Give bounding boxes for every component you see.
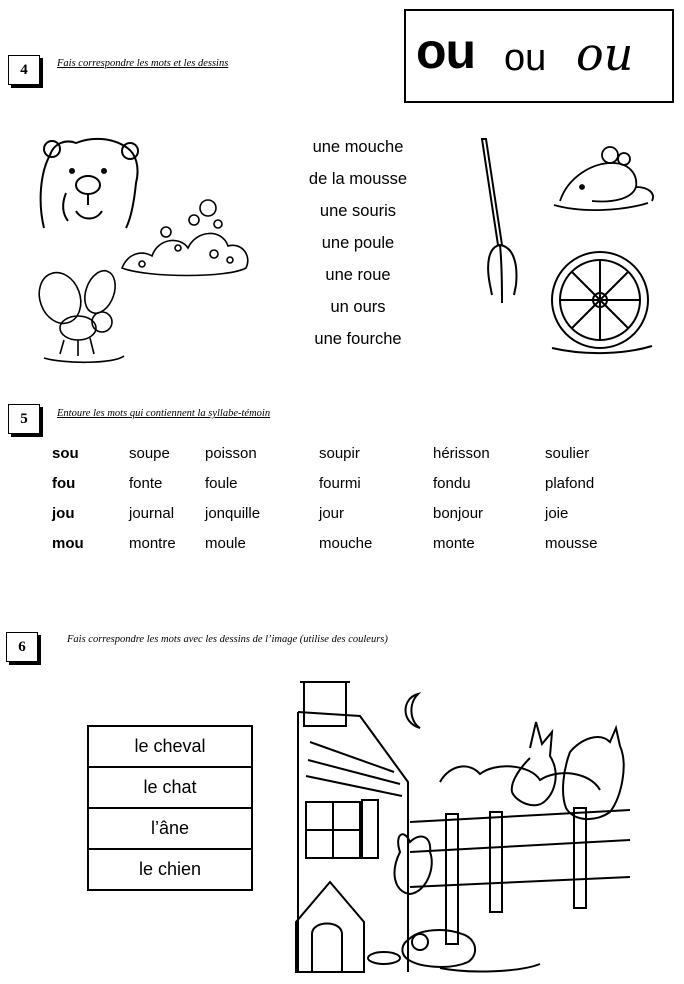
table-row — [52, 438, 598, 468]
animal-word[interactable]: l’âne — [89, 809, 251, 850]
wheel-drawing — [546, 248, 658, 360]
animal-word[interactable]: le chien — [138, 859, 202, 879]
foam-drawing — [118, 198, 258, 283]
syllable-word[interactable]: joie — [545, 504, 569, 522]
match-word: une poule — [321, 234, 395, 252]
animal-word-box — [87, 725, 253, 891]
syllable-word[interactable]: journal — [129, 504, 175, 522]
match-word: une roue — [325, 266, 391, 284]
syllable-word[interactable]: jonquille — [205, 504, 261, 522]
syllable-word[interactable]: mouche — [319, 534, 373, 552]
table-row — [52, 468, 598, 498]
match-word: un ours — [330, 298, 386, 316]
syllable-key: jou — [52, 504, 75, 522]
syllable-table — [52, 438, 598, 558]
syllable-word[interactable]: montre — [129, 534, 176, 552]
table-row — [52, 498, 598, 528]
syllable-word[interactable]: moule — [205, 534, 246, 552]
farm-scene-drawing — [290, 672, 630, 977]
syllable-key: fou — [52, 474, 76, 492]
animal-word[interactable]: le chat — [89, 768, 251, 809]
match-word-list — [290, 133, 426, 357]
syllable-key: sou — [52, 444, 79, 462]
syllable-word[interactable]: jour — [319, 504, 345, 522]
exercise-number-5: 5 — [8, 404, 40, 434]
syllable-word[interactable]: poisson — [205, 444, 257, 462]
mouse-drawing — [552, 143, 662, 213]
table-row — [52, 528, 598, 558]
exercise-number-6: 6 — [6, 632, 38, 662]
title-ou-cursive: ou — [576, 27, 634, 81]
pitchfork-drawing — [472, 135, 532, 310]
syllable-word[interactable]: fondu — [433, 474, 471, 492]
syllable-word[interactable]: soupe — [129, 444, 170, 462]
exercise-6-instruction: Fais correspondre les mots avec les dessins de l’image (utilise des couleurs) — [67, 634, 388, 645]
syllable-word[interactable]: fourmi — [319, 474, 361, 492]
match-word: une fourche — [314, 330, 402, 348]
title-ou-script: ou — [504, 37, 547, 79]
syllable-word[interactable]: monte — [433, 534, 475, 552]
syllable-word[interactable]: fonte — [129, 474, 163, 492]
fly-drawing — [24, 268, 134, 363]
animal-word[interactable]: le cheval — [89, 727, 251, 768]
title-ou-bold: ou — [416, 23, 476, 79]
syllable-word[interactable]: foule — [205, 474, 238, 492]
syllable-key: mou — [52, 534, 84, 552]
syllable-word[interactable]: soupir — [319, 444, 360, 462]
match-word: une mouche — [312, 138, 404, 156]
syllable-word[interactable]: bonjour — [433, 504, 484, 522]
syllable-word[interactable]: plafond — [545, 474, 595, 492]
exercise-5-instruction: Entoure les mots qui contiennent la syllabe-témoin — [57, 408, 271, 419]
exercise-4-instruction: Fais correspondre les mots et les dessins — [57, 58, 229, 69]
exercise-number-4: 4 — [8, 55, 40, 85]
title-box — [404, 9, 674, 103]
match-word: de la mousse — [308, 170, 408, 188]
match-word: une souris — [319, 202, 397, 220]
syllable-word[interactable]: hérisson — [433, 444, 490, 462]
syllable-word[interactable]: soulier — [545, 444, 590, 462]
syllable-word[interactable]: mousse — [545, 534, 598, 552]
